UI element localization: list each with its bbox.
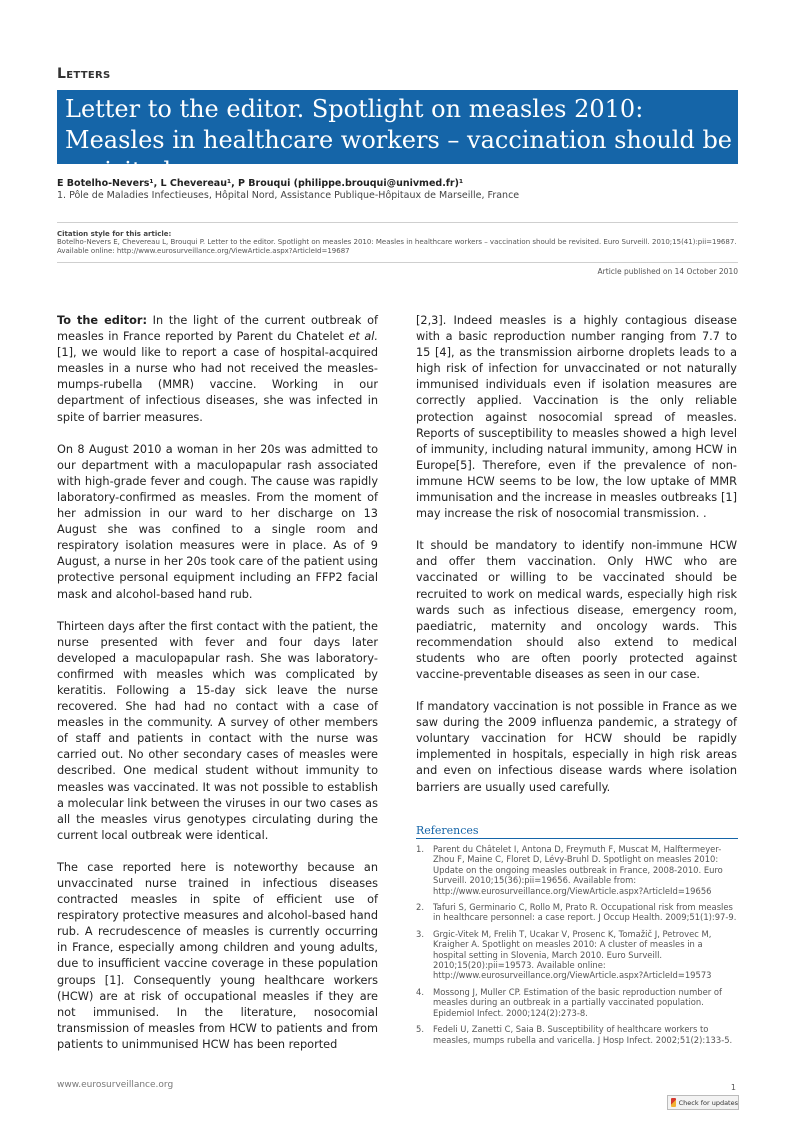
paragraph-text: [1], we would like to report a case of hospital-acquired measles in a nurse who had not received the measles-mumps-rubella (MMR) vaccine. Working in our department of infectious diseases, she was infected in spite of barrier measures.	[57, 346, 378, 424]
reference-item	[416, 902, 738, 923]
paragraph: The case reported here is noteworthy because an unvaccinated nurse trained in infectious diseases contracted measles in spite of efficient use of respiratory protective measures and alcohol-based hand rub. A recrudescence of measles is currently occurring in France, especially among children and young adults, due to insufficient vaccine coverage in these population groups [1]. Consequently young healthcare workers (HCW) are at risk of occupational measles if they are not immunised. In the literature, nosocomial transmission of measles from HCW to patients and from patients to unimmunised HCW has been reported	[57, 860, 378, 1051]
divider	[57, 222, 738, 223]
reference-item	[416, 929, 738, 981]
paragraph: If mandatory vaccination is not possible in France as we saw during the 2009 influenza pandemic, a strategy of voluntary vaccination for HCW should be rapidly implemented in hospitals, especially in high risk areas and even on infectious disease wards where isolation barriers are usually used carefully.	[416, 700, 737, 794]
paragraph-text: In the light of the current outbreak of measles in France reported by Parent du Chatelet	[57, 314, 378, 344]
author-list: E Botelho-Nevers¹, L Chevereau¹, P Brouqui (philippe.brouqui@univmed.fr)¹	[57, 178, 464, 189]
references-divider	[416, 838, 738, 839]
article-title: Letter to the editor. Spotlight on measles 2010: Measles in healthcare workers – vaccination should be revisited	[65, 95, 733, 185]
references-heading: References	[416, 824, 479, 837]
reference-text: Grgic-Vitek M, Frelih T, Ucakar V, Prosenc K, Tomažič J, Petrovec M, Kraigher A. Spotlight on measles 2010: A cluster of measles in a hospital setting in Slovenia, March 2010. Euro Surveill. 2010;15(20):pii=19573. Available online: http://www.eurosurveillance.org/ViewArticle.aspx?ArticleId=19573	[433, 928, 712, 981]
reference-text: Parent du Châtelet I, Antona D, Freymuth F, Muscat M, Halftermeyer-Zhou F, Maine C, Floret D, Lévy-Bruhl D. Spotlight on measles 2010: Update on the ongoing measles outbreak in France, 2008-2010. Euro Surveill. 2010;15(36):pii=19656. Available from: http://www.eurosurveillance.org/ViewArticle.aspx?ArticleId=19656	[433, 844, 723, 896]
reference-number: 2.	[416, 902, 424, 913]
citation-heading: Citation style for this article:	[57, 230, 172, 238]
paragraph: [2,3]. Indeed measles is a highly contagious disease with a basic reproduction number ranging from 7.7 to 15 [4], as the transmission airborne droplets leads to a high risk of infection for unvaccinated or not naturally immunised individuals even if isolation measures are correctly applied. Vaccination is the only reliable protection against nosocomial spread of measles. Reports of susceptibility to measles showed a high level of immunity, including natural immunity, among HCW in Europe[5]. Therefore, even if the prevalence of non-immune HCW seems to be low, the low uptake of MMR immunisation and the increase in measles outbreaks [1] may increase the risk of nosocomial transmission. .	[416, 314, 737, 521]
paragraph	[57, 313, 378, 426]
page-number: 1	[730, 1083, 736, 1092]
reference-item	[416, 987, 738, 1018]
section-label: Letters	[57, 66, 111, 82]
paragraph: On 8 August 2010 a woman in her 20s was admitted to our department with a maculopapular rash associated with high-grade fever and cough. The cause was rapidly laboratory-confirmed as measles. From the moment of her admission in our ward to her discharge on 13 August she was confined to a single room and respiratory isolation measures were in place. As of 9 August, a nurse in her 20s took care of the patient using protective personal equipment including an FFP2 facial mask and alcohol-based hand rub.	[57, 442, 378, 601]
reference-number: 1.	[416, 844, 424, 854]
citation-text: Botelho-Nevers E, Chevereau L, Brouqui P. Letter to the editor. Spotlight on measles 2010: Measles in healthcare workers – vaccination should be revisited. Euro Surveill. 2010;15(41):pii=19687. Available online: http://www.eurosurveillance.org/ViewArticle.aspx?ArticleId=19687	[57, 238, 737, 255]
check-for-updates-label: Check for updates	[678, 1098, 738, 1107]
paragraph: It should be mandatory to identify non-immune HCW and offer them vaccination. Only HWC who are vaccinated or willing to be vaccinated should be recruited to work on medical wards, especially high risk wards such as infectious disease, emergency room, paediatric, maternity and oncology wards. This recommendation should also extend to medical students who are often poorly protected against vaccine-preventable diseases as seen in our case.	[416, 539, 737, 681]
affiliation: 1. Pôle de Maladies Infectieuses, Hôpital Nord, Assistance Publique-Hôpitaux de Marseille, France	[57, 190, 520, 201]
check-for-updates-button[interactable]	[667, 1095, 739, 1110]
et-al: et al.	[348, 330, 379, 344]
paragraph: Thirteen days after the first contact with the patient, the nurse presented with fever and four days later developed a maculopapular rash. She was laboratory-confirmed with measles which was complicated by keratitis. Following a 15-day sick leave the nurse recovered. She had had no contact with a case of measles in the community. A survey of other members of staff and patients in contact with the nurse was carried out. No other secondary cases of measles were described. One medical student without immunity to measles was vaccinated. It was not possible to establish a molecular link between the viruses in our two cases as all the measles virus genotypes circulating during the current local outbreak were identical.	[57, 619, 378, 842]
reference-number: 4.	[416, 986, 424, 997]
publication-date: Article published on 14 October 2010	[597, 267, 738, 276]
salutation: To the editor:	[57, 314, 147, 327]
reference-text: Mossong J, Muller CP. Estimation of the basic reproduction number of measles during an outbreak in a partially vaccinated population. Epidemiol Infect. 2000;124(2):273-8.	[433, 986, 722, 1018]
divider	[57, 262, 738, 263]
reference-text: Fedeli U, Zanetti C, Saia B. Susceptibility of healthcare workers to measles, mumps rubella and varicella. J Hosp Infect. 2002;51(2):133-5.	[433, 1024, 733, 1045]
reference-number: 5.	[416, 1024, 424, 1035]
crossmark-icon	[671, 1098, 676, 1107]
body-column-left	[57, 313, 378, 1069]
body-column-right	[416, 313, 737, 812]
reference-number: 3.	[416, 928, 424, 939]
reference-list	[416, 844, 738, 1051]
reference-item	[416, 844, 738, 896]
reference-text: Tafuri S, Germinario C, Rollo M, Prato R. Occupational risk from measles in healthcare personnel: a case report. J Occup Health. 2009;51(1):97-9.	[433, 902, 737, 923]
footer-url: www.eurosurveillance.org	[57, 1080, 174, 1090]
reference-item	[416, 1024, 738, 1045]
